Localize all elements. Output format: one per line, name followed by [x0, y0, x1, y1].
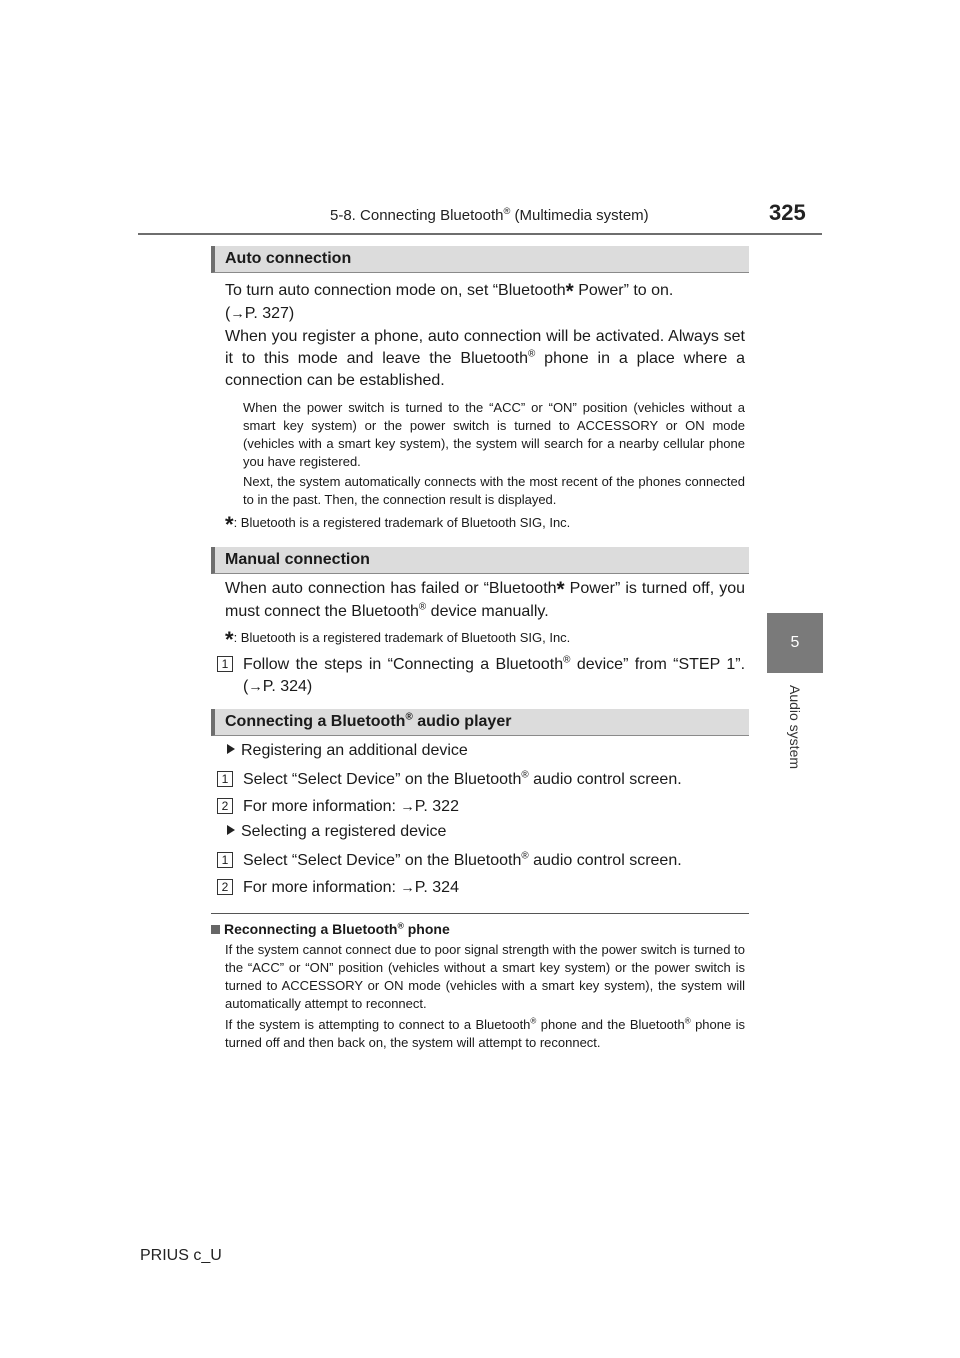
arrow-bullet-icon — [227, 744, 235, 754]
section-heading-auto-connection: Auto connection — [211, 246, 749, 273]
auto-connection-paragraph-1: To turn auto connection mode on, set “Bluetooth* Power” to on. (→P. 327) — [225, 280, 674, 322]
arrow-bullet-icon — [227, 825, 235, 835]
step-number-box: 1 — [217, 852, 233, 868]
step-number-box: 2 — [217, 798, 233, 814]
select-device-step-1: Select “Select Device” on the Bluetooth® audio control screen. — [243, 850, 682, 869]
step-number-box: 1 — [217, 656, 233, 672]
step-number-box: 2 — [217, 879, 233, 895]
list-item-select-registered-device: Selecting a registered device — [227, 823, 446, 841]
section-divider — [211, 913, 749, 914]
manual-connection-step-1: Follow the steps in “Connecting a Bluetooth® device” from “STEP 1”. (→P. 324) — [243, 654, 746, 695]
register-device-step-2: For more information: →P. 322 — [243, 798, 459, 815]
auto-connection-note-1: When the power switch is turned to the “ACC” or “ON” position (vehicles without a smart key system) or the power switch is turned to ACCESSORY or ON mode (vehicles with a smart key system), the system will search for a nearby cellular phone you have registered. — [243, 400, 745, 469]
header-divider — [138, 233, 822, 235]
chapter-tab-label: Audio system — [787, 684, 804, 770]
step-number-box: 1 — [217, 771, 233, 787]
select-device-step-2: For more information: →P. 324 — [243, 879, 459, 896]
header-section-title: 5-8. Connecting Bluetooth® (Multimedia system) — [330, 206, 649, 224]
footer-model-code: PRIUS c_U — [140, 1247, 222, 1264]
section-heading-manual-connection: Manual connection — [211, 547, 749, 574]
reconnecting-paragraph-2: If the system is attempting to connect to a Bluetooth® phone and the Bluetooth® phone is turned off and then back on, the system will attempt to reconnect. — [225, 1016, 745, 1050]
manual-connection-paragraph: When auto connection has failed or “Bluetooth* Power” is turned off, you must connect the Bluetooth® device manually. — [225, 578, 745, 620]
chapter-tab-number: 5 — [767, 613, 823, 673]
square-bullet-icon — [211, 925, 220, 934]
reconnecting-heading: Reconnecting a Bluetooth® phone — [211, 921, 450, 937]
auto-connection-paragraph-2: When you register a phone, auto connection will be activated. Always set it to this mode and leave the Bluetooth® phone in a place where a connection can be established. — [225, 328, 745, 389]
auto-connection-footnote: *: Bluetooth is a registered trademark of Bluetooth SIG, Inc. — [225, 512, 571, 537]
page-number: 325 — [769, 200, 806, 225]
reconnecting-paragraph-1: If the system cannot connect due to poor signal strength with the power switch is turned to the “ACC” or “ON” position (vehicles without a smart key system) or the power switch is turned to ACCESSORY or ON mode (vehicles with a smart key system), the system will automatically attempt to reconnect. — [225, 942, 745, 1011]
register-device-step-1: Select “Select Device” on the Bluetooth® audio control screen. — [243, 769, 682, 788]
auto-connection-note-2: Next, the system automatically connects with the most recent of the phones connected to in the past. Then, the connection result is displayed. — [243, 474, 745, 507]
section-heading-audio-player: Connecting a Bluetooth® audio player — [211, 709, 749, 736]
list-item-register-device: Registering an additional device — [227, 742, 468, 760]
manual-connection-footnote: *: Bluetooth is a registered trademark of Bluetooth SIG, Inc. — [225, 627, 571, 652]
